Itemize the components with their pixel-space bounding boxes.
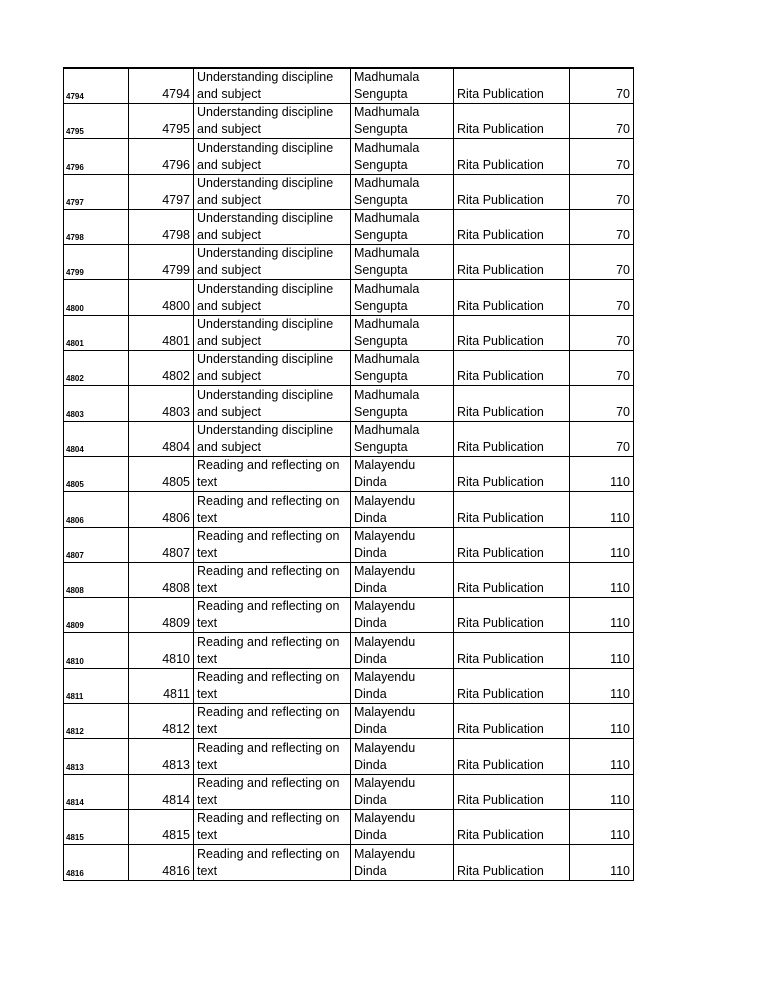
publisher-cell: Rita Publication: [454, 139, 570, 174]
title-cell: Reading and reflecting on text: [194, 633, 351, 668]
serial-number-cell: 4816: [64, 845, 129, 880]
accession-number-cell: 4812: [129, 704, 194, 739]
accession-number-cell: 4795: [129, 104, 194, 139]
accession-number-cell: 4797: [129, 174, 194, 209]
serial-number-cell: 4814: [64, 774, 129, 809]
book-register-table: [63, 67, 634, 881]
title-cell: Reading and reflecting on text: [194, 527, 351, 562]
title-cell: Reading and reflecting on text: [194, 739, 351, 774]
price-cell: 70: [570, 139, 634, 174]
publisher-cell: Rita Publication: [454, 492, 570, 527]
table-row: [64, 739, 634, 774]
title-cell: Understanding discipline and subject: [194, 280, 351, 315]
price-cell: 70: [570, 174, 634, 209]
title-cell: Reading and reflecting on text: [194, 492, 351, 527]
publisher-cell: Rita Publication: [454, 774, 570, 809]
publisher-cell: Rita Publication: [454, 633, 570, 668]
table-row: [64, 421, 634, 456]
table-row: [64, 598, 634, 633]
publisher-cell: Rita Publication: [454, 421, 570, 456]
serial-number-cell: 4813: [64, 739, 129, 774]
accession-number-cell: 4813: [129, 739, 194, 774]
title-cell: Reading and reflecting on text: [194, 809, 351, 844]
author-cell: Malayendu Dinda: [351, 809, 454, 844]
author-cell: Malayendu Dinda: [351, 739, 454, 774]
price-cell: 110: [570, 774, 634, 809]
table-row: [64, 315, 634, 350]
table-row: [64, 527, 634, 562]
accession-number-cell: 4807: [129, 527, 194, 562]
title-cell: Understanding discipline and subject: [194, 315, 351, 350]
publisher-cell: Rita Publication: [454, 527, 570, 562]
table-row: [64, 809, 634, 844]
price-cell: 110: [570, 598, 634, 633]
author-cell: Madhumala Sengupta: [351, 104, 454, 139]
author-cell: Madhumala Sengupta: [351, 421, 454, 456]
author-cell: Malayendu Dinda: [351, 456, 454, 491]
publisher-cell: Rita Publication: [454, 209, 570, 244]
table-row: [64, 104, 634, 139]
author-cell: Madhumala Sengupta: [351, 351, 454, 386]
author-cell: Malayendu Dinda: [351, 668, 454, 703]
title-cell: Understanding discipline and subject: [194, 386, 351, 421]
author-cell: Madhumala Sengupta: [351, 245, 454, 280]
author-cell: Malayendu Dinda: [351, 774, 454, 809]
price-cell: 70: [570, 68, 634, 104]
author-cell: Madhumala Sengupta: [351, 280, 454, 315]
author-cell: Madhumala Sengupta: [351, 174, 454, 209]
title-cell: Understanding discipline and subject: [194, 139, 351, 174]
table-row: [64, 280, 634, 315]
accession-number-cell: 4798: [129, 209, 194, 244]
accession-number-cell: 4802: [129, 351, 194, 386]
accession-number-cell: 4809: [129, 598, 194, 633]
price-cell: 110: [570, 845, 634, 880]
accession-number-cell: 4805: [129, 456, 194, 491]
accession-number-cell: 4808: [129, 562, 194, 597]
price-cell: 110: [570, 456, 634, 491]
author-cell: Malayendu Dinda: [351, 633, 454, 668]
price-cell: 70: [570, 209, 634, 244]
table-row: [64, 704, 634, 739]
author-cell: Madhumala Sengupta: [351, 139, 454, 174]
table-row: [64, 245, 634, 280]
table-row: [64, 351, 634, 386]
accession-number-cell: 4803: [129, 386, 194, 421]
table-row: [64, 386, 634, 421]
table-row: [64, 633, 634, 668]
title-cell: Understanding discipline and subject: [194, 68, 351, 104]
publisher-cell: Rita Publication: [454, 809, 570, 844]
table-body: [64, 68, 634, 880]
price-cell: 110: [570, 633, 634, 668]
publisher-cell: Rita Publication: [454, 104, 570, 139]
author-cell: Malayendu Dinda: [351, 562, 454, 597]
author-cell: Madhumala Sengupta: [351, 68, 454, 104]
title-cell: Reading and reflecting on text: [194, 704, 351, 739]
serial-number-cell: 4809: [64, 598, 129, 633]
table-row: [64, 668, 634, 703]
serial-number-cell: 4794: [64, 68, 129, 104]
serial-number-cell: 4815: [64, 809, 129, 844]
price-cell: 110: [570, 704, 634, 739]
publisher-cell: Rita Publication: [454, 598, 570, 633]
title-cell: Understanding discipline and subject: [194, 104, 351, 139]
price-cell: 110: [570, 739, 634, 774]
title-cell: Reading and reflecting on text: [194, 598, 351, 633]
title-cell: Reading and reflecting on text: [194, 774, 351, 809]
accession-number-cell: 4794: [129, 68, 194, 104]
author-cell: Malayendu Dinda: [351, 492, 454, 527]
accession-number-cell: 4816: [129, 845, 194, 880]
serial-number-cell: 4812: [64, 704, 129, 739]
publisher-cell: Rita Publication: [454, 245, 570, 280]
author-cell: Malayendu Dinda: [351, 598, 454, 633]
table-row: [64, 209, 634, 244]
table-row: [64, 68, 634, 104]
publisher-cell: Rita Publication: [454, 456, 570, 491]
table-row: [64, 562, 634, 597]
title-cell: Reading and reflecting on text: [194, 668, 351, 703]
publisher-cell: Rita Publication: [454, 174, 570, 209]
title-cell: Understanding discipline and subject: [194, 174, 351, 209]
serial-number-cell: 4808: [64, 562, 129, 597]
author-cell: Madhumala Sengupta: [351, 209, 454, 244]
serial-number-cell: 4801: [64, 315, 129, 350]
price-cell: 110: [570, 668, 634, 703]
author-cell: Madhumala Sengupta: [351, 386, 454, 421]
accession-number-cell: 4810: [129, 633, 194, 668]
publisher-cell: Rita Publication: [454, 562, 570, 597]
serial-number-cell: 4805: [64, 456, 129, 491]
author-cell: Malayendu Dinda: [351, 845, 454, 880]
table-row: [64, 492, 634, 527]
serial-number-cell: 4807: [64, 527, 129, 562]
serial-number-cell: 4810: [64, 633, 129, 668]
publisher-cell: Rita Publication: [454, 386, 570, 421]
publisher-cell: Rita Publication: [454, 668, 570, 703]
publisher-cell: Rita Publication: [454, 351, 570, 386]
author-cell: Madhumala Sengupta: [351, 315, 454, 350]
author-cell: Malayendu Dinda: [351, 704, 454, 739]
title-cell: Understanding discipline and subject: [194, 209, 351, 244]
accession-number-cell: 4800: [129, 280, 194, 315]
serial-number-cell: 4803: [64, 386, 129, 421]
price-cell: 70: [570, 280, 634, 315]
table-row: [64, 174, 634, 209]
serial-number-cell: 4798: [64, 209, 129, 244]
title-cell: Reading and reflecting on text: [194, 845, 351, 880]
table-row: [64, 456, 634, 491]
accession-number-cell: 4814: [129, 774, 194, 809]
serial-number-cell: 4811: [64, 668, 129, 703]
accession-number-cell: 4801: [129, 315, 194, 350]
title-cell: Reading and reflecting on text: [194, 456, 351, 491]
accession-number-cell: 4806: [129, 492, 194, 527]
title-cell: Understanding discipline and subject: [194, 421, 351, 456]
price-cell: 70: [570, 351, 634, 386]
accession-number-cell: 4815: [129, 809, 194, 844]
price-cell: 110: [570, 809, 634, 844]
serial-number-cell: 4797: [64, 174, 129, 209]
price-cell: 70: [570, 245, 634, 280]
title-cell: Understanding discipline and subject: [194, 245, 351, 280]
serial-number-cell: 4795: [64, 104, 129, 139]
title-cell: Understanding discipline and subject: [194, 351, 351, 386]
author-cell: Malayendu Dinda: [351, 527, 454, 562]
accession-number-cell: 4796: [129, 139, 194, 174]
price-cell: 70: [570, 104, 634, 139]
price-cell: 110: [570, 562, 634, 597]
serial-number-cell: 4806: [64, 492, 129, 527]
publisher-cell: Rita Publication: [454, 739, 570, 774]
serial-number-cell: 4800: [64, 280, 129, 315]
title-cell: Reading and reflecting on text: [194, 562, 351, 597]
price-cell: 70: [570, 421, 634, 456]
serial-number-cell: 4796: [64, 139, 129, 174]
serial-number-cell: 4802: [64, 351, 129, 386]
publisher-cell: Rita Publication: [454, 68, 570, 104]
table-row: [64, 845, 634, 880]
publisher-cell: Rita Publication: [454, 280, 570, 315]
serial-number-cell: 4804: [64, 421, 129, 456]
price-cell: 110: [570, 527, 634, 562]
accession-number-cell: 4804: [129, 421, 194, 456]
publisher-cell: Rita Publication: [454, 315, 570, 350]
publisher-cell: Rita Publication: [454, 845, 570, 880]
accession-number-cell: 4799: [129, 245, 194, 280]
table-row: [64, 774, 634, 809]
publisher-cell: Rita Publication: [454, 704, 570, 739]
price-cell: 110: [570, 492, 634, 527]
table-row: [64, 139, 634, 174]
price-cell: 70: [570, 315, 634, 350]
price-cell: 70: [570, 386, 634, 421]
accession-number-cell: 4811: [129, 668, 194, 703]
serial-number-cell: 4799: [64, 245, 129, 280]
